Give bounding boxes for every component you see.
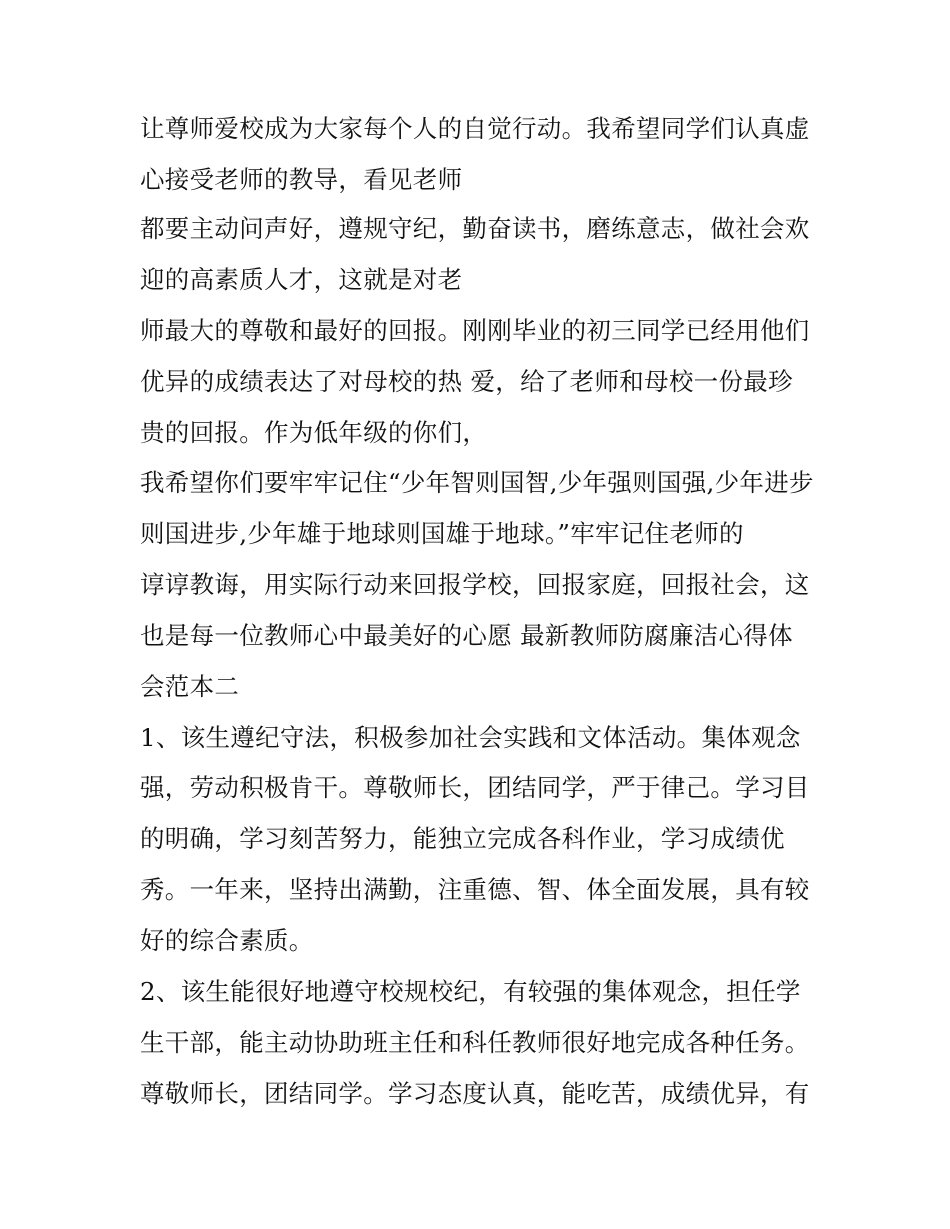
text-line: 优异的成绩表达了对母校的热 爱，给了老师和母校一份最珍 bbox=[140, 367, 793, 396]
text-line: 也是每一位教师心中最美好的心愿 最新教师防腐廉洁心得体 bbox=[140, 621, 793, 650]
text-line: 让尊师爱校成为大家每个人的自觉行动。我希望同学们认真虚 bbox=[140, 114, 810, 143]
text-line: 迎的高素质人才，这就是对老 bbox=[140, 265, 463, 294]
text-line: 强，劳动积极肯干。尊敬师长，团结同学，严于律己。学习目 bbox=[140, 773, 810, 802]
text-line: 的明确，学习刻苦努力，能独立完成各科作业，学习成绩优 bbox=[140, 824, 785, 853]
text-line: 则国进步,少年雄于地球则国雄于地球。”牢牢记住老师的 bbox=[140, 519, 744, 548]
text-line: 师最大的尊敬和最好的回报。刚刚毕业的初三同学已经用他们 bbox=[140, 316, 810, 345]
text-line: 贵的回报。作为低年级的你们， bbox=[140, 418, 488, 447]
text-line: 1、该生遵纪守法，积极参加社会实践和文体活动。集体观念 bbox=[140, 723, 801, 752]
text-line: 秀。一年来，坚持出满勤，注重德、智、体全面发展，具有较 bbox=[140, 875, 810, 904]
text-line: 我希望你们要牢牢记住“少年智则国智,少年强则国强,少年进步 bbox=[140, 468, 814, 497]
text-line: 谆谆教诲，用实际行动来回报学校，回报家庭，回报社会，这 bbox=[140, 570, 810, 599]
text-line: 心接受老师的教导，看见老师 bbox=[140, 165, 463, 194]
text-line: 尊敬师长，团结同学。学习态度认真，能吃苦，成绩优异，有 bbox=[140, 1079, 810, 1108]
text-line: 会范本二 bbox=[140, 672, 240, 701]
text-line: 都要主动问声好，遵规守纪，勤奋读书，磨练意志，做社会欢 bbox=[140, 214, 810, 243]
text-line: 生干部，能主动协助班主任和科任教师很好地完成各种任务。 bbox=[140, 1028, 810, 1057]
text-line: 2、该生能很好地遵守校规校纪，有较强的集体观念，担任学 bbox=[140, 977, 801, 1006]
text-line: 好的综合素质。 bbox=[140, 926, 314, 955]
